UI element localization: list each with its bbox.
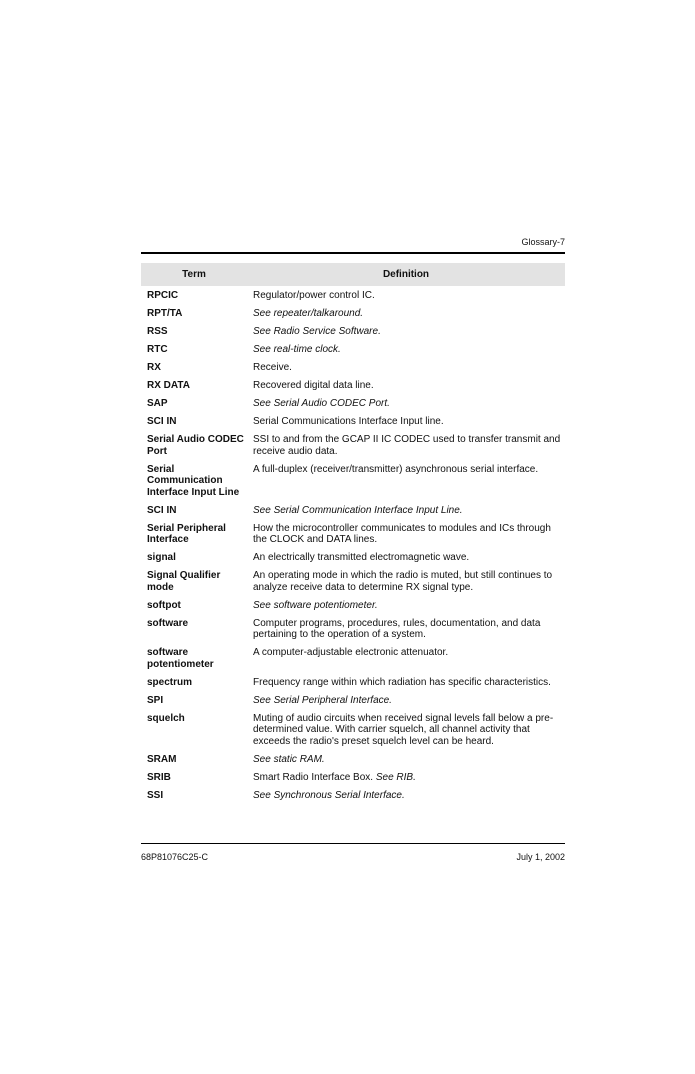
table-row [141,359,565,377]
table-row [141,413,565,431]
table-row [141,615,565,645]
table-row [141,769,565,787]
document-number: 68P81076C25-C [141,852,209,862]
table-row [141,395,565,413]
table-row [141,567,565,597]
glossary-definition: See Serial Audio CODEC Port. [253,398,390,409]
glossary-term: softpot [147,599,181,611]
page-number-label: Glossary-7 [521,237,565,247]
glossary-definition: Frequency range within which radiation has specific characteristics. [253,676,551,688]
definition-cross-reference: See RIB. [375,771,416,783]
glossary-term: Serial Peripheral Interface [147,522,226,545]
glossary-term: RX DATA [147,380,190,391]
glossary-term: SRIB [147,771,171,783]
table-row [141,787,565,805]
glossary-definition: See Synchronous Serial Interface. [253,789,405,801]
table-header-row [141,263,565,286]
glossary-term: SPI [147,694,164,706]
glossary-definition: An operating mode in which the radio is muted, but still continues to analyze receive data to determine RX signal type. [253,570,553,593]
glossary-definition [247,769,565,787]
table-row [141,597,565,615]
glossary-definition: An electrically transmitted electromagnetic wave. [253,552,470,563]
glossary-definition: Computer programs, procedures, rules, documentation, and data pertaining to the operation of a system. [253,617,541,640]
table-row [141,502,565,520]
table-row [141,692,565,710]
table-row [141,431,565,461]
table-row [141,377,565,395]
glossary-term: RX [147,362,161,373]
glossary-term: SCI IN [147,416,177,427]
table-row [141,644,565,674]
glossary-term: signal [147,552,176,563]
table-row [141,305,565,323]
glossary-term: Serial Audio CODEC Port [147,434,244,457]
page-header [141,236,565,254]
glossary-term: RTC [147,344,168,355]
glossary-definition: A full-duplex (receiver/transmitter) asynchronous serial interface. [253,463,539,475]
glossary-definition: See Serial Communication Interface Input Line. [253,504,463,516]
table-row [141,520,565,550]
table-row [141,549,565,567]
term-column-header: Term [141,263,247,286]
glossary-term: SRAM [147,753,177,765]
table-row [141,710,565,751]
glossary-definition: See software potentiometer. [253,599,378,611]
glossary-term: SAP [147,398,168,409]
table-row [141,751,565,769]
glossary-term: squelch [147,712,185,724]
glossary-term: Serial Communication Interface Input Line [147,463,240,498]
table-row [141,341,565,359]
table-row [141,674,565,692]
glossary-definition: See Radio Service Software. [253,326,381,337]
publication-date: July 1, 2002 [516,852,565,862]
table-row [141,286,565,305]
glossary-definition: See repeater/talkaround. [253,308,364,319]
glossary-definition: See Serial Peripheral Interface. [253,694,392,706]
glossary-definition: Receive. [253,362,292,373]
glossary-term: SCI IN [147,504,177,516]
glossary-definition: A computer-adjustable electronic attenuator. [253,647,449,658]
glossary-term: software [147,617,189,629]
glossary-table-body [141,286,565,805]
glossary-definition: Recovered digital data line. [253,380,374,391]
glossary-term: RPCIC [147,290,179,301]
glossary-term: SSI [147,789,164,801]
table-row [141,461,565,502]
glossary-definition: SSI to and from the GCAP II IC CODEC used to transfer transmit and receive audio data. [253,434,561,457]
glossary-term: software potentiometer [147,647,214,670]
glossary-term: spectrum [147,676,193,688]
glossary-term: RPT/TA [147,308,183,319]
glossary-term: Signal Qualifier mode [147,570,221,593]
table-row [141,323,565,341]
glossary-table [141,263,565,805]
glossary-definition: Muting of audio circuits when received signal levels fall below a pre-determined value. With carrier squelch, all channel activity that exceeds the radio's preset squelch level can be heard. [253,712,554,747]
glossary-definition: See real-time clock. [253,344,341,355]
glossary-definition: Serial Communications Interface Input line. [253,416,444,427]
glossary-definition: See static RAM. [253,753,325,765]
glossary-definition: Regulator/power control IC. [253,290,375,301]
definition-text: Smart Radio Interface Box. [253,771,374,783]
page-footer [141,843,565,864]
glossary-definition: How the microcontroller communicates to modules and ICs through the CLOCK and DATA lines. [253,522,551,545]
glossary-term: RSS [147,326,168,337]
definition-column-header: Definition [247,263,565,286]
